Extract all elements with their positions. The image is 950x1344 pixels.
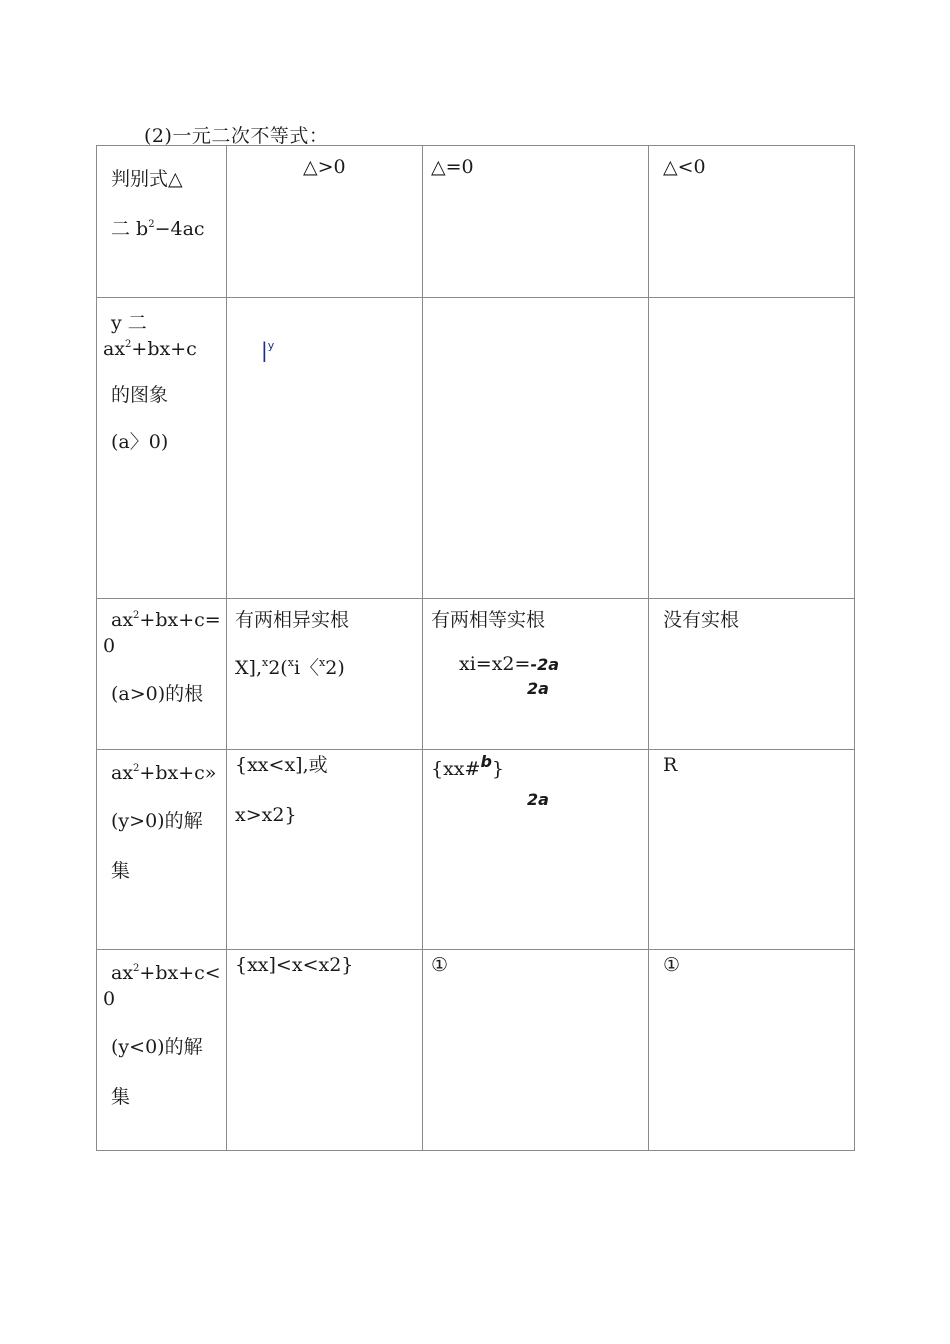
roots-col-positive	[227, 599, 423, 750]
roots-label-line2: 0	[103, 635, 116, 657]
header-label-line2: 二 $b^2-4ac$	[111, 218, 205, 240]
lt-col3-line1: ①	[663, 954, 681, 976]
gt-label-line3: 集	[111, 860, 131, 882]
graph-col-positive	[227, 298, 423, 599]
lt-solution-row	[97, 950, 855, 1151]
lt-label-line2: 0	[103, 988, 116, 1010]
header-col3-text: △<0	[663, 156, 706, 178]
header-col1-text: △>0	[303, 156, 346, 178]
roots-col-negative	[649, 599, 855, 750]
gt-label-cell	[97, 750, 227, 950]
gt-col2-line1: {xx#$^b$}	[431, 752, 504, 780]
roots-col1-line1: 有两相异实根	[235, 609, 350, 631]
lt-col2-line1: ①	[431, 954, 449, 976]
gt-col-negative	[649, 750, 855, 950]
header-col-zero	[423, 146, 649, 298]
lt-col-negative	[649, 950, 855, 1151]
graph-axis-mark: $|^y$	[261, 338, 275, 362]
lt-label-line1: $ax^2+bx+c<$	[111, 962, 221, 984]
lt-col-positive	[227, 950, 423, 1151]
roots-label-line3: (a>0)的根	[111, 683, 204, 705]
graph-row	[97, 298, 855, 599]
roots-col-zero	[423, 599, 649, 750]
section-heading: (2)一元二次不等式：	[144, 125, 329, 147]
graph-label-line2: $ax^2+bx+c$	[103, 338, 197, 360]
lt-col1-line1: {xx]<x<x2}	[235, 954, 354, 976]
roots-col3-line1: 没有实根	[663, 609, 740, 631]
gt-solution-row	[97, 750, 855, 950]
roots-col2-line1: 有两相等实根	[431, 609, 546, 631]
graph-col-negative	[649, 298, 855, 599]
lt-label-cell	[97, 950, 227, 1151]
gt-label-line1: $ax^2+bx+c$»	[111, 762, 217, 784]
quadratic-inequality-table	[96, 145, 855, 1151]
gt-col2-line2: 2a	[527, 790, 549, 809]
gt-col-zero	[423, 750, 649, 950]
header-col2-text: △=0	[431, 156, 474, 178]
gt-col-positive	[227, 750, 423, 950]
roots-label-cell	[97, 599, 227, 750]
lt-label-line4: 集	[111, 1086, 131, 1108]
roots-label-line1: $ax^2+bx+c=$	[111, 609, 221, 631]
roots-col1-line2: X],$^x$2($^x$i〈$^x$2)	[235, 656, 345, 679]
header-row	[97, 146, 855, 298]
gt-col1-line1: {xx<x],或	[235, 754, 328, 776]
graph-label-line4: (a〉0)	[111, 431, 169, 453]
gt-col1-line2: x>x2}	[235, 804, 297, 826]
roots-col2-line2: xi=x2=-2a	[459, 653, 560, 675]
graph-col-zero	[423, 298, 649, 599]
header-col-positive	[227, 146, 423, 298]
gt-label-line2: (y>0)的解	[111, 810, 203, 832]
gt-col3-line1: R	[663, 754, 678, 776]
roots-col2-line3: 2a	[527, 679, 549, 698]
graph-label-cell	[97, 298, 227, 599]
header-label-cell	[97, 146, 227, 298]
header-col-negative	[649, 146, 855, 298]
lt-col-zero	[423, 950, 649, 1151]
lt-label-line3: (y<0)的解	[111, 1036, 203, 1058]
header-label-line1: 判别式△	[111, 168, 183, 190]
graph-label-line3: 的图象	[111, 384, 169, 406]
graph-label-line1: y 二	[111, 312, 147, 334]
roots-row	[97, 599, 855, 750]
